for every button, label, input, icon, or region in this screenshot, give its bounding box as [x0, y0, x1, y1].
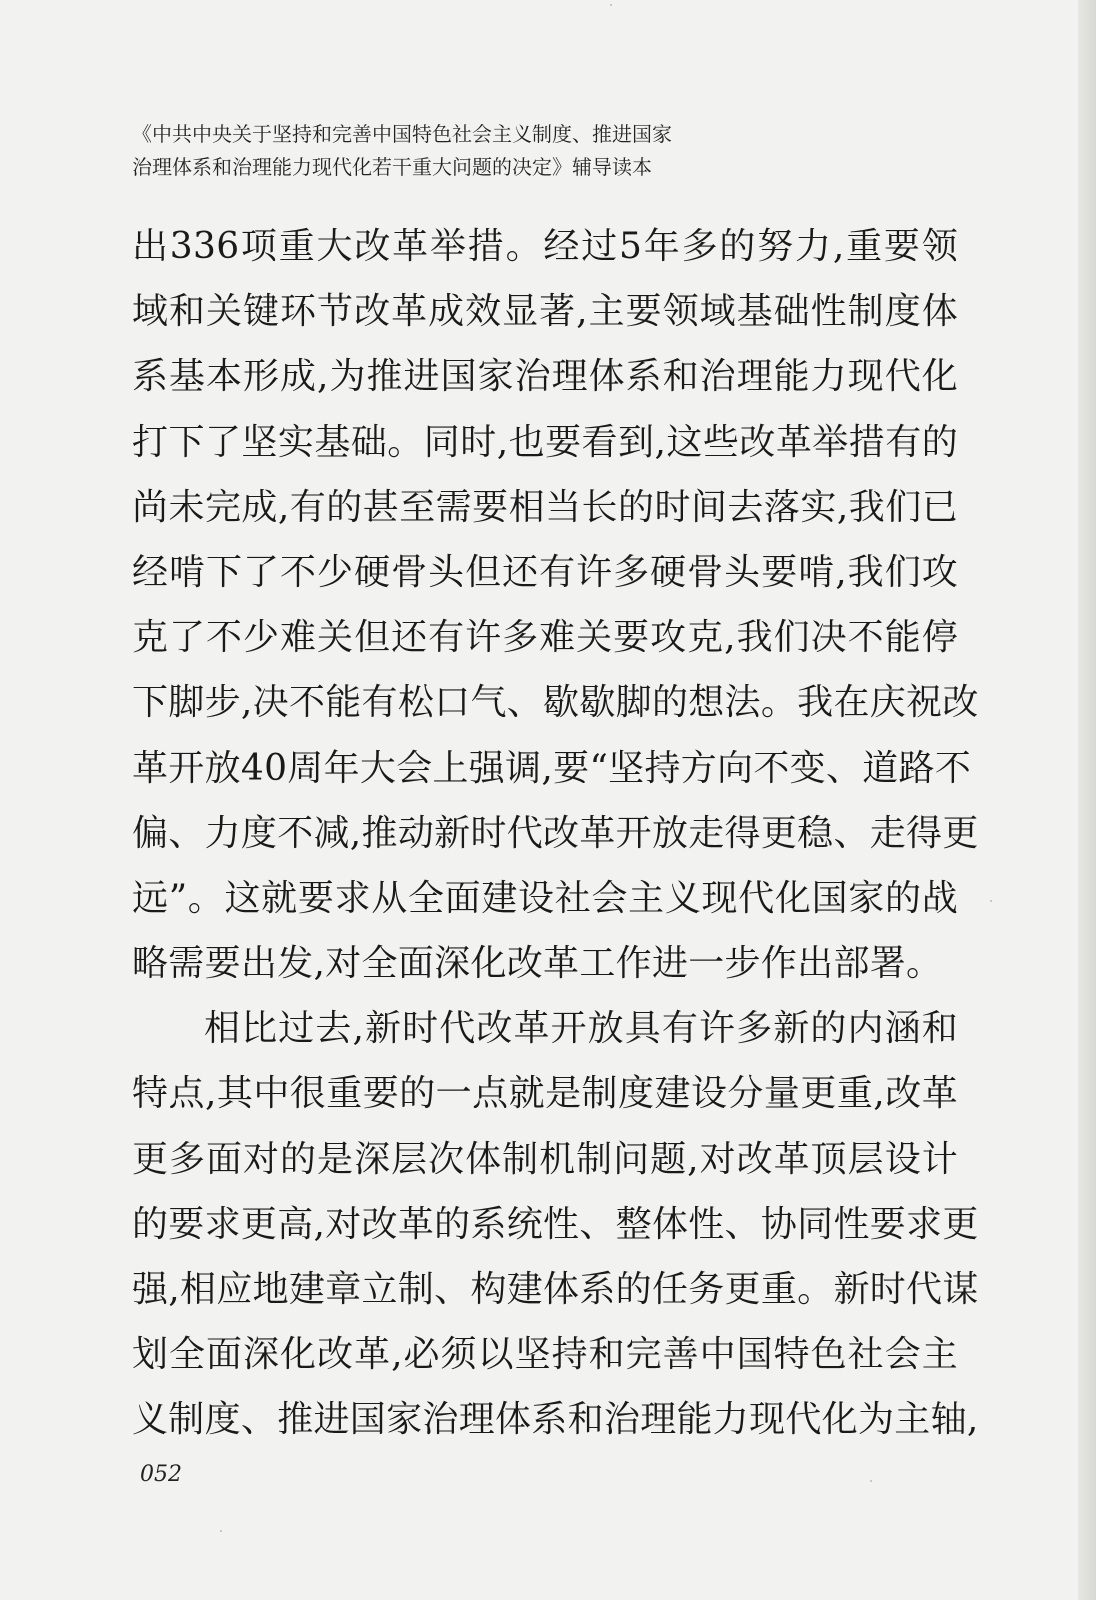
page-edge [1078, 0, 1096, 1600]
scan-speck [870, 1480, 872, 1482]
body-line: 特点,其中很重要的一点就是制度建设分量更重,改革 [132, 1073, 958, 1115]
body-line: 尚未完成,有的甚至需要相当长的时间去落实,我们已 [132, 486, 958, 528]
scan-speck [610, 4, 612, 6]
body-line: 强,相应地建章立制、构建体系的任务更重。新时代谋 [132, 1269, 979, 1310]
body-line: 经啃下了不少硬骨头但还有许多硬骨头要啃,我们攻 [132, 551, 958, 593]
body-line: 下脚步,决不能有松口气、歇歇脚的想法。我在庆祝改 [132, 682, 979, 724]
running-header [132, 118, 852, 184]
paragraph-start-line: 相比过去,新时代改革开放具有许多新的内涵和 [204, 1008, 958, 1050]
body-line: 出336项重大改革举措。经过5年多的努力,重要领 [132, 226, 958, 267]
body-line: 克了不少难关但还有许多难关要攻克,我们决不能停 [132, 617, 958, 659]
body-line: 远”。这就要求从全面建设社会主义现代化国家的战 [132, 877, 958, 919]
body-line: 域和关键环节改革成效显著,主要领域基础性制度体 [132, 291, 958, 333]
body-line: 义制度、推进国家治理体系和治理能力现代化为主轴, [132, 1399, 979, 1441]
body-line: 偏、力度不减,推动新时代改革开放走得更稳、走得更 [132, 812, 979, 854]
scan-speck [220, 1530, 222, 1532]
body-line: 的要求更高,对改革的系统性、整体性、协同性要求更 [132, 1203, 979, 1245]
scan-speck [990, 900, 992, 902]
body-text [132, 214, 979, 1453]
body-line: 划全面深化改革,必须以坚持和完善中国特色社会主 [132, 1334, 958, 1376]
body-line: 略需要出发,对全面深化改革工作进一步作出部署。 [132, 943, 943, 985]
body-line: 打下了坚实基础。同时,也要看到,这些改革举措有的 [132, 421, 958, 463]
header-line-2: 治理体系和治理能力现代化若干重大问题的决定》辅导读本 [132, 155, 652, 179]
body-line: 系基本形成,为推进国家治理体系和治理能力现代化 [132, 356, 958, 398]
body-line: 革开放40周年大会上强调,要“坚持方向不变、道路不 [132, 747, 972, 789]
header-line-1: 《中共中央关于坚持和完善中国特色社会主义制度、推进国家 [132, 122, 672, 146]
body-line: 更多面对的是深层次体制机制问题,对改革顶层设计 [132, 1138, 958, 1180]
page-number: 052 [140, 1462, 182, 1487]
